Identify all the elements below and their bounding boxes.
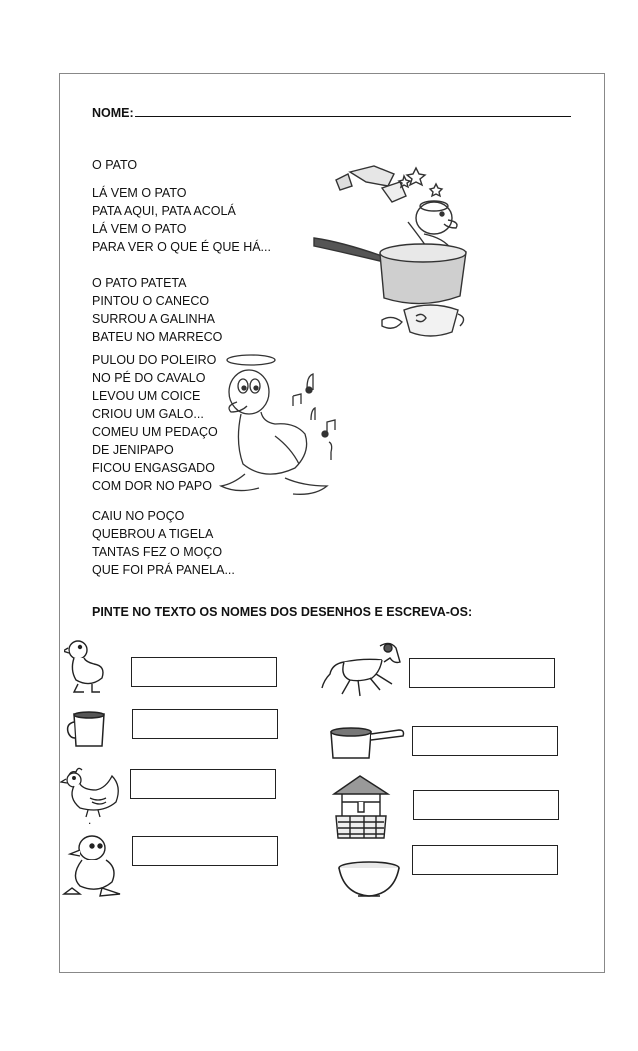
exercise-instruction: PINTE NO TEXTO OS NOMES DOS DESENHOS E ESCREVA-OS: — [92, 605, 473, 619]
duckling-icon — [62, 832, 126, 898]
answer-box-duck[interactable] — [131, 657, 277, 687]
stanza-4 — [92, 507, 235, 579]
poem-line: PATA AQUI, PATA ACOLÁ — [92, 204, 236, 218]
stanza-3 — [92, 351, 218, 495]
poem-line: QUEBROU A TIGELA — [92, 527, 214, 541]
poem-line: LÁ VEM O PATO — [92, 186, 187, 200]
poem-line: LÁ VEM O PATO — [92, 222, 187, 236]
poem-line: LEVOU UM COICE — [92, 389, 201, 403]
answer-box-bowl[interactable] — [412, 845, 558, 875]
stanza-1 — [92, 184, 271, 256]
poem-line: CAIU NO POÇO — [92, 509, 185, 523]
poem-line: PINTOU O CANECO — [92, 294, 210, 308]
poem-line: NO PÉ DO CAVALO — [92, 371, 206, 385]
horse-icon — [320, 640, 404, 700]
answer-box-duckling[interactable] — [132, 836, 278, 866]
singing-duck-illustration — [215, 352, 345, 512]
answer-box-mug[interactable] — [132, 709, 278, 739]
poem-line: COM DOR NO PAPO — [92, 479, 212, 493]
poem-line: PARA VER O QUE É QUE HÁ... — [92, 240, 271, 254]
name-field[interactable] — [92, 104, 571, 120]
poem-title: O PATO — [92, 158, 138, 172]
stanza-2 — [92, 274, 222, 346]
name-label: NOME: — [92, 106, 134, 120]
poem-line: PULOU DO POLEIRO — [92, 353, 217, 367]
hen-icon — [60, 764, 126, 818]
duck-in-pan-illustration — [312, 160, 482, 345]
answer-box-saucepan[interactable] — [412, 726, 558, 756]
poem-line: QUE FOI PRÁ PANELA... — [92, 563, 235, 577]
poem-line: FICOU ENGASGADO — [92, 461, 215, 475]
answer-box-hen[interactable] — [130, 769, 276, 799]
poem-line: BATEU NO MARRECO — [92, 330, 223, 344]
well-icon — [330, 772, 392, 840]
poem-line: COMEU UM PEDAÇO — [92, 425, 218, 439]
bowl-icon — [336, 860, 402, 900]
poem-line: O PATO PATETA — [92, 276, 187, 290]
poem-line: SURROU A GALINHA — [92, 312, 215, 326]
stray-dot: . — [88, 813, 92, 827]
poem-line: DE JENIPAPO — [92, 443, 174, 457]
poem-line: TANTAS FEZ O MOÇO — [92, 545, 223, 559]
duck-icon — [64, 636, 108, 696]
answer-box-horse[interactable] — [409, 658, 555, 688]
answer-box-well[interactable] — [413, 790, 559, 820]
mug-icon — [66, 710, 110, 750]
name-underline[interactable] — [135, 104, 571, 117]
saucepan-icon — [327, 722, 407, 762]
poem-line: CRIOU UM GALO... — [92, 407, 204, 421]
